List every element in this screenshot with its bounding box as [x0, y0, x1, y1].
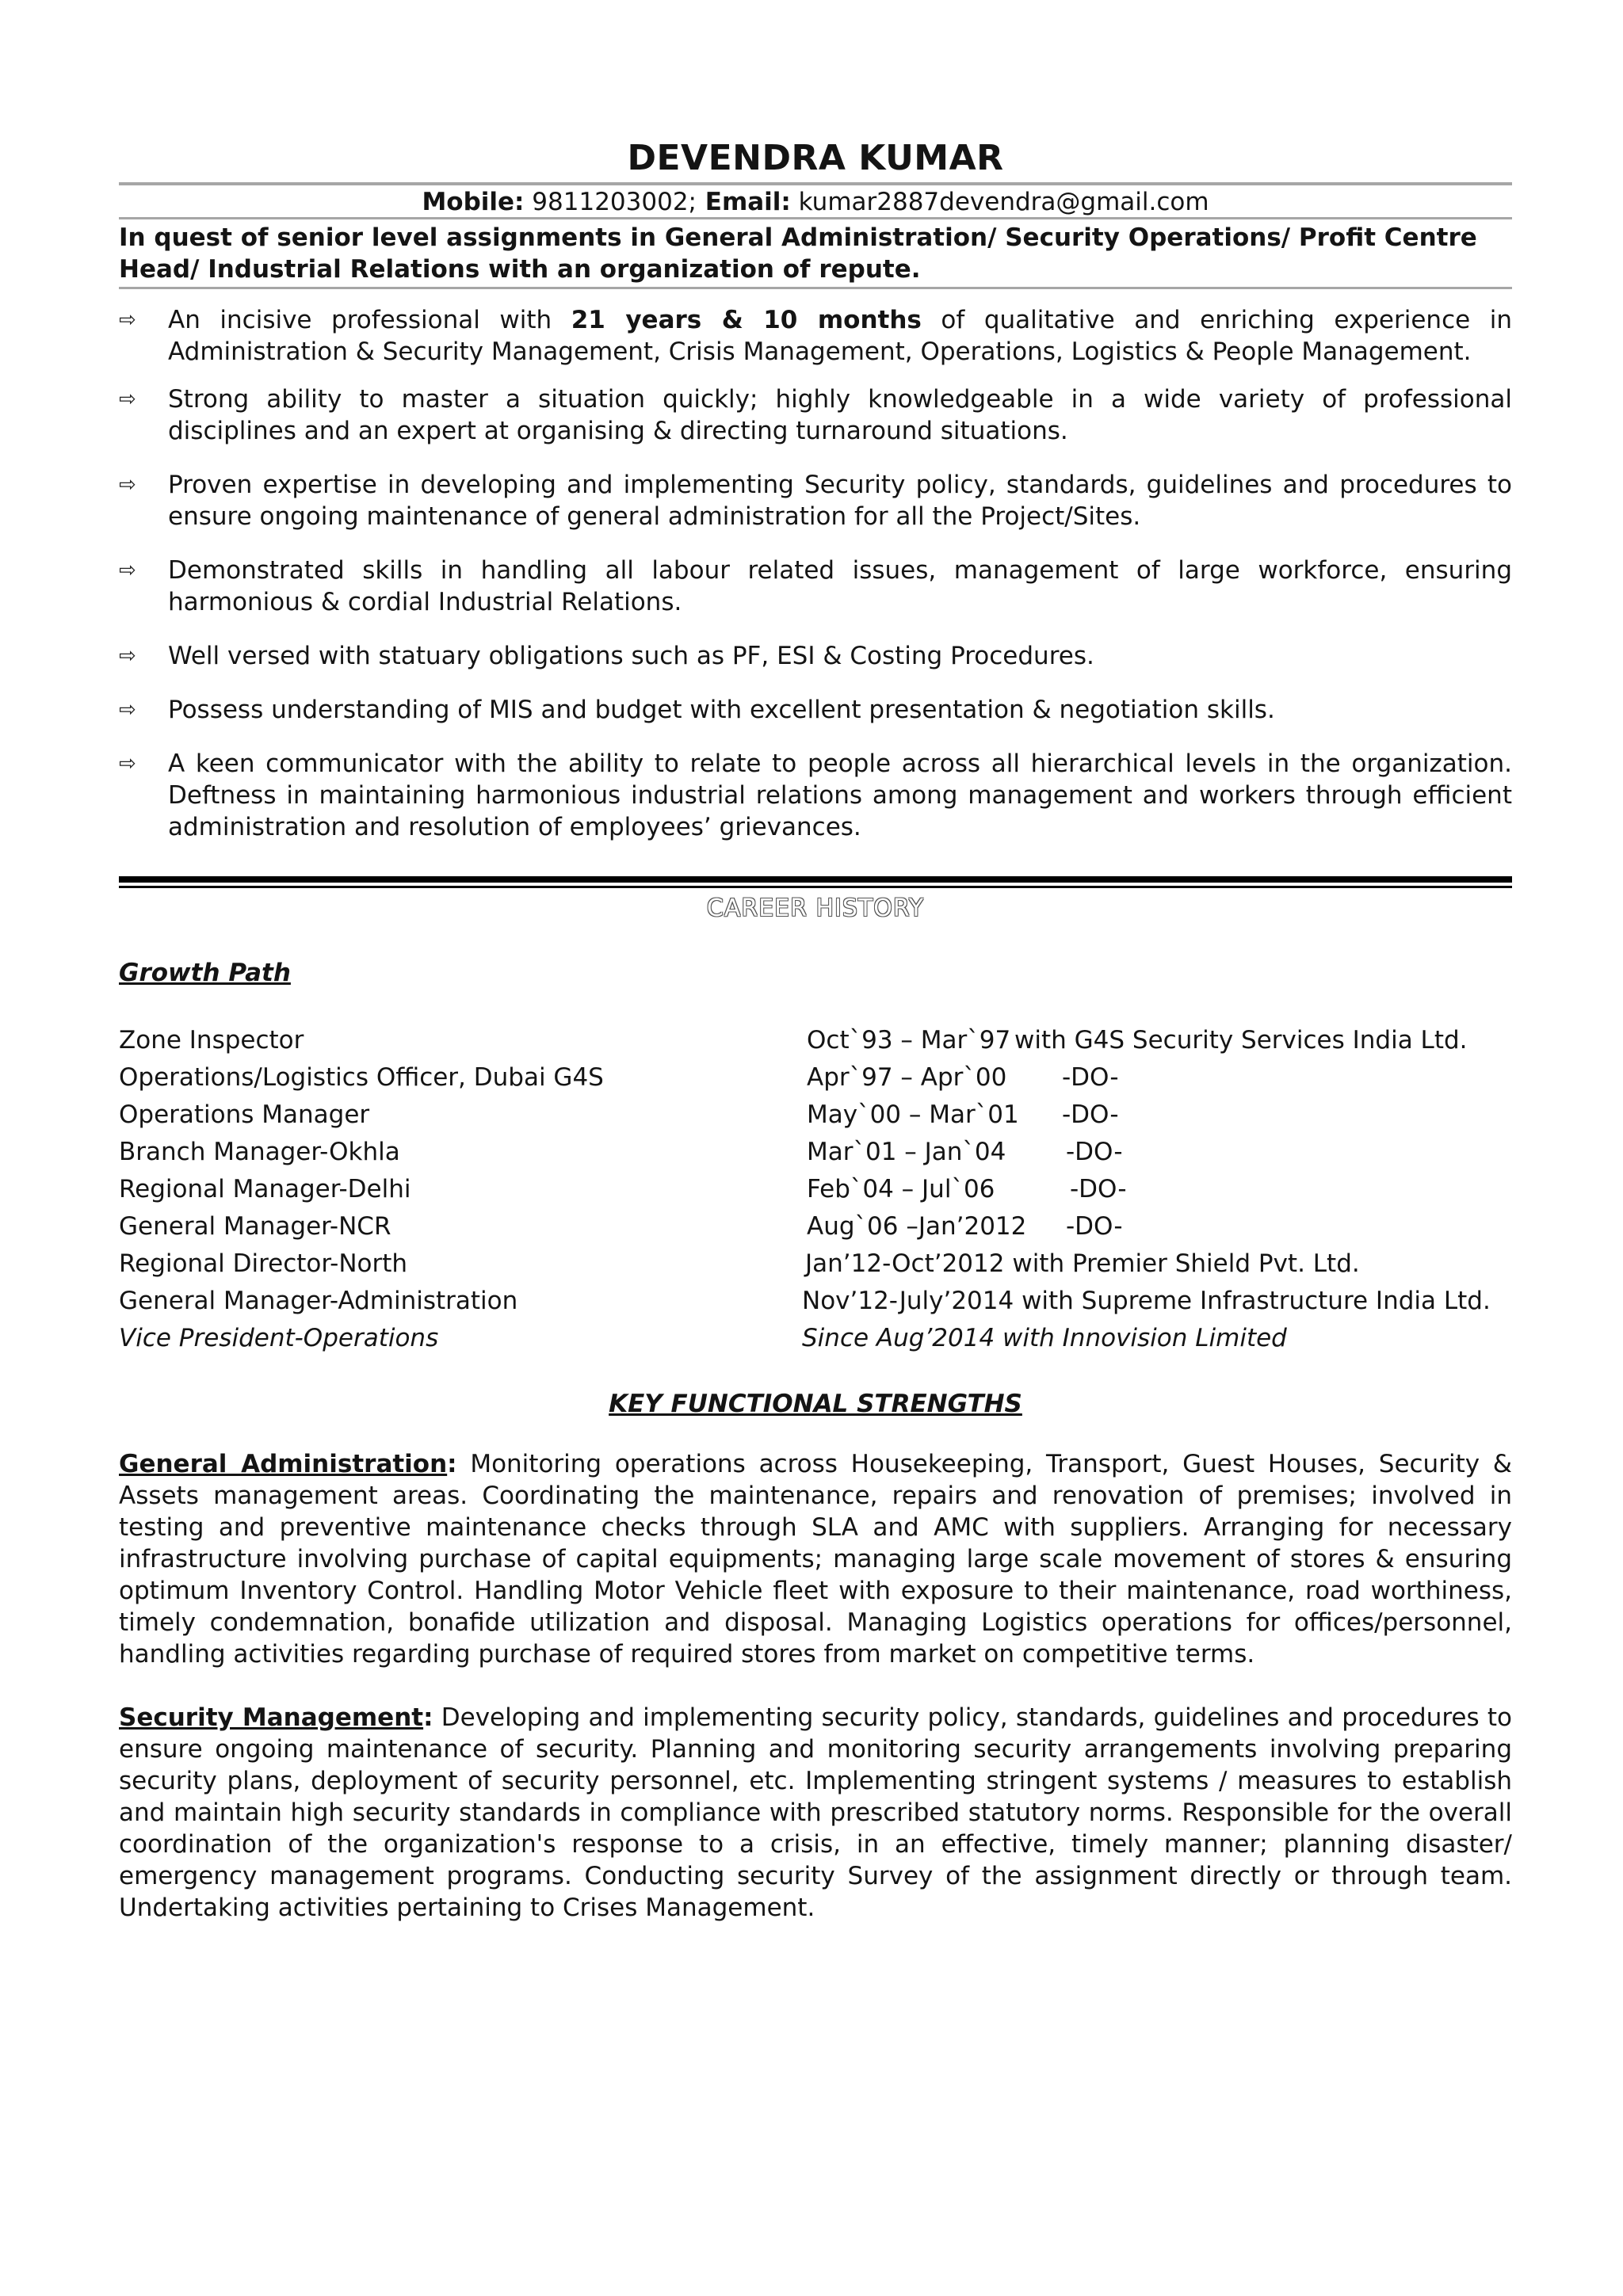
security-management-text: Developing and implementing security policy, standards, guidelines and procedures to ensure ongoing maintenance of security. Planning and monitoring security arrangements involving preparing security plans, deployment of security personnel, etc. Implementing stringent systems / measures to establish and maintain high security standards in compliance with prescribed statutory norms. Responsible for the overall coordination of the organization's response to a crisis, in an effective, timely manner; planning disaster/ emergency management programs. Conducting security Survey of the assignment directly or through team. Undertaking activities pertaining to Crises Management. — [119, 1703, 1512, 1922]
role-period: Feb`04 – Jul`06 — [807, 1175, 995, 1203]
arrow-right-icon: ⇨ — [119, 387, 136, 411]
role-organization: -DO- — [1062, 1063, 1119, 1092]
role-title: Zone Inspector — [119, 1026, 304, 1055]
role-period: May`00 – Mar`01 — [807, 1100, 1019, 1129]
general-administration-heading — [119, 1450, 457, 1478]
section-divider-thick — [119, 876, 1512, 883]
mobile-number: 9811203002; — [524, 188, 697, 216]
role-period: Oct`93 – Mar`97 — [807, 1026, 1011, 1055]
role-organization: with G4S Security Services India Ltd. — [1014, 1026, 1468, 1055]
arrow-right-icon: ⇨ — [119, 473, 136, 497]
summary-item-text: Strong ability to master a situation quickly; highly knowledgeable in a wide variety of professional disciplines and an expert at organising & directing turnaround situations. — [168, 385, 1512, 445]
heading-colon: : — [447, 1450, 457, 1478]
role-period: Since Aug’2014 with Innovision Limited — [802, 1324, 1287, 1352]
experience-duration: 21 years & 10 months — [571, 306, 922, 334]
growth-path-row — [119, 1022, 1512, 1058]
security-management-paragraph — [119, 1702, 1512, 1924]
role-period: Mar`01 – Jan`04 — [807, 1138, 1006, 1166]
summary-item-text: A keen communicator with the ability to relate to people across all hierarchical levels in the organization. Deftness in maintaining harmonious industrial relations among management and workers through efficient administration and resolution of employees’ grievances. — [168, 749, 1512, 841]
key-strengths-heading: KEY FUNCTIONAL STRENGTHS — [609, 1390, 1022, 1418]
growth-path-row — [119, 1320, 1512, 1356]
security-management-label: Security Management — [119, 1703, 424, 1732]
arrow-right-icon: ⇨ — [119, 644, 136, 668]
role-title: Regional Manager-Delhi — [119, 1175, 411, 1203]
role-organization: -DO- — [1070, 1175, 1127, 1203]
general-administration-paragraph — [119, 1448, 1512, 1670]
header-divider-top — [119, 182, 1512, 185]
general-administration-text: Monitoring operations across Housekeeping, Transport, Guest Houses, Security & Assets management areas. Coordinating the maintenance, repairs and renovation of premises; involved in testing and preventive maintenance checks through SLA and AMC with suppliers. Arranging for necessary infrastructure involving purchase of capital equipments; managing large scale movement of stores & ensuring optimum Inventory Control. Handling Motor Vehicle fleet with exposure to their maintenance, road worthiness, timely condemnation, bonafide utilization and disposal. Managing Logistics operations for offices/personnel, handling activities regarding purchase of required stores from market on competitive terms. — [119, 1450, 1512, 1669]
growth-path-row — [119, 1171, 1512, 1207]
growth-path-row — [119, 1134, 1512, 1170]
role-period: Apr`97 – Apr`00 — [807, 1063, 1007, 1092]
role-title: General Manager-NCR — [119, 1212, 391, 1241]
role-period: Aug`06 –Jan’2012 — [807, 1212, 1027, 1241]
growth-path-row — [119, 1283, 1512, 1319]
summary-text-before: An incisive professional with — [168, 306, 571, 334]
role-title: Vice President-Operations — [119, 1324, 439, 1352]
mobile-label: Mobile: — [422, 188, 525, 216]
arrow-right-icon: ⇨ — [119, 559, 136, 582]
summary-text-after: of qualitative and enriching experience in Administration & Security Management, Crisis Management, Operations, Logistics & People Management. — [168, 306, 1512, 366]
role-title: Operations Manager — [119, 1100, 370, 1129]
role-organization: -DO- — [1066, 1212, 1123, 1241]
growth-path-row — [119, 1245, 1512, 1282]
role-period: Jan’12-Oct’2012 with Premier Shield Pvt. Ltd. — [805, 1249, 1360, 1278]
growth-path-heading: Growth Path — [119, 959, 291, 987]
role-title: Regional Director-North — [119, 1249, 408, 1278]
heading-colon: : — [423, 1703, 433, 1732]
growth-path-row — [119, 1208, 1512, 1245]
general-administration-label: General Administration — [119, 1450, 448, 1478]
header-divider-bottom — [119, 287, 1512, 289]
career-history-heading: CAREER HISTORY — [706, 894, 925, 922]
growth-path-row — [119, 1059, 1512, 1096]
role-title: General Manager-Administration — [119, 1287, 518, 1315]
section-divider-thin — [119, 886, 1512, 888]
summary-item-text: Well versed with statuary obligations such as PF, ESI & Costing Procedures. — [168, 642, 1094, 670]
role-period: Nov’12-July’2014 with Supreme Infrastructure India Ltd. — [802, 1287, 1491, 1315]
email-label: Email: — [696, 188, 791, 216]
header-divider-middle — [119, 217, 1512, 219]
summary-item-text: Proven expertise in developing and implementing Security policy, standards, guidelines and procedures to ensure ongoing maintenance of general administration for all the Project/Sites. — [168, 471, 1512, 531]
security-management-heading — [119, 1703, 433, 1732]
role-organization: -DO- — [1062, 1100, 1119, 1129]
contact-line — [119, 187, 1512, 217]
arrow-right-icon: ⇨ — [119, 698, 136, 722]
role-organization: -DO- — [1066, 1138, 1123, 1166]
objective-statement: In quest of senior level assignments in General Administration/ Security Operations/ Profit Centre Head/ Industrial Relations with an organization of repute. — [119, 223, 1477, 284]
summary-item-text — [168, 304, 1512, 368]
role-title: Branch Manager-Okhla — [119, 1138, 400, 1166]
role-title: Operations/Logistics Officer, Dubai G4S — [119, 1063, 604, 1092]
summary-item-text: Demonstrated skills in handling all labour related issues, management of large workforce, ensuring harmonious & cordial Industrial Relations. — [168, 556, 1512, 616]
summary-item-text: Possess understanding of MIS and budget with excellent presentation & negotiation skills. — [168, 696, 1275, 724]
growth-path-row — [119, 1097, 1512, 1133]
email-address: kumar2887devendra@gmail.com — [790, 188, 1209, 216]
arrow-right-icon: ⇨ — [119, 752, 136, 776]
candidate-name: DEVENDRA KUMAR — [627, 138, 1004, 178]
arrow-right-icon: ⇨ — [119, 308, 136, 332]
